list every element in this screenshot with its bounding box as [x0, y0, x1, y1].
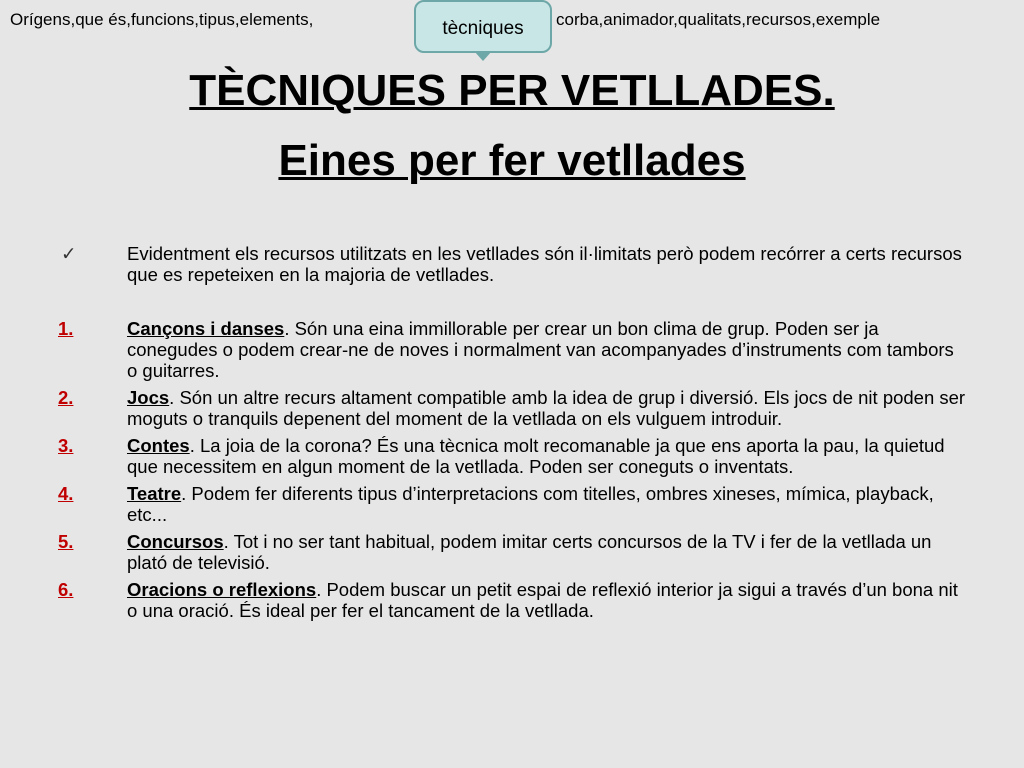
intro-text: Evidentment els recursos utilitzats en les vetllades són il·limitats però podem recórrer a certs recursos que es repeteixen en la majoria de vetllades.: [127, 243, 962, 285]
topnav-links-right[interactable]: corba,animador,qualitats,recursos,exemple: [556, 10, 881, 29]
item-term: Teatre: [127, 483, 182, 504]
title-line-2: Eines per fer vetllades: [278, 136, 746, 185]
item-number: 3.: [58, 435, 74, 456]
list-item: [58, 435, 968, 477]
item-number: 4.: [58, 483, 74, 504]
item-text: . Tot i no ser tant habitual, podem imitar certs concursos de la TV i fer de la vetllada un plató de televisió.: [127, 531, 932, 573]
list-item: [58, 387, 968, 429]
item-term: Cançons i danses: [127, 318, 285, 339]
page-title: [0, 56, 1024, 196]
item-number: 2.: [58, 387, 74, 408]
tab-tecniques[interactable]: tècniques: [414, 0, 552, 53]
content-list: [58, 243, 968, 627]
list-item: [58, 579, 968, 621]
title-line-1: TÈCNIQUES PER VETLLADES.: [189, 66, 835, 115]
item-text: . Podem fer diferents tipus d’interpretacions com titelles, ombres xineses, mímica, playback, etc...: [127, 483, 934, 525]
item-text: . Podem buscar un petit espai de reflexió interior ja sigui a través d’un bona nit o una oració. És ideal per fer el tancament de la vetllada.: [127, 579, 958, 621]
item-term: Concursos: [127, 531, 224, 552]
item-text: . Són una eina immillorable per crear un bon clima de grup. Poden ser ja conegudes o podem crear-ne de noves i normalment van acompanyades d’instruments com tambors o guitarres.: [127, 318, 954, 381]
intro-item: [58, 243, 968, 285]
list-item: [58, 483, 968, 525]
item-number: 1.: [58, 318, 74, 339]
item-term: Contes: [127, 435, 190, 456]
item-text: . Són un altre recurs altament compatible amb la idea de grup i diversió. Els jocs de nit poden ser moguts o tranquils depenent del moment de la vetllada on els vulguem introduir.: [127, 387, 966, 429]
list-item: [58, 318, 968, 381]
topnav-links-left[interactable]: Orígens,que és,funcions,tipus,elements,: [10, 10, 314, 29]
item-number: 6.: [58, 579, 74, 600]
item-number: 5.: [58, 531, 74, 552]
list-item: [58, 531, 968, 573]
item-term: Jocs: [127, 387, 170, 408]
item-text: . La joia de la corona? És una tècnica molt recomanable ja que ens aporta la pau, la quietud que necessitem en algun moment de la vetllada. Poden ser coneguts o inventats.: [127, 435, 945, 477]
checkmark-icon: ✓: [61, 243, 77, 264]
item-term: Oracions o reflexions: [127, 579, 317, 600]
